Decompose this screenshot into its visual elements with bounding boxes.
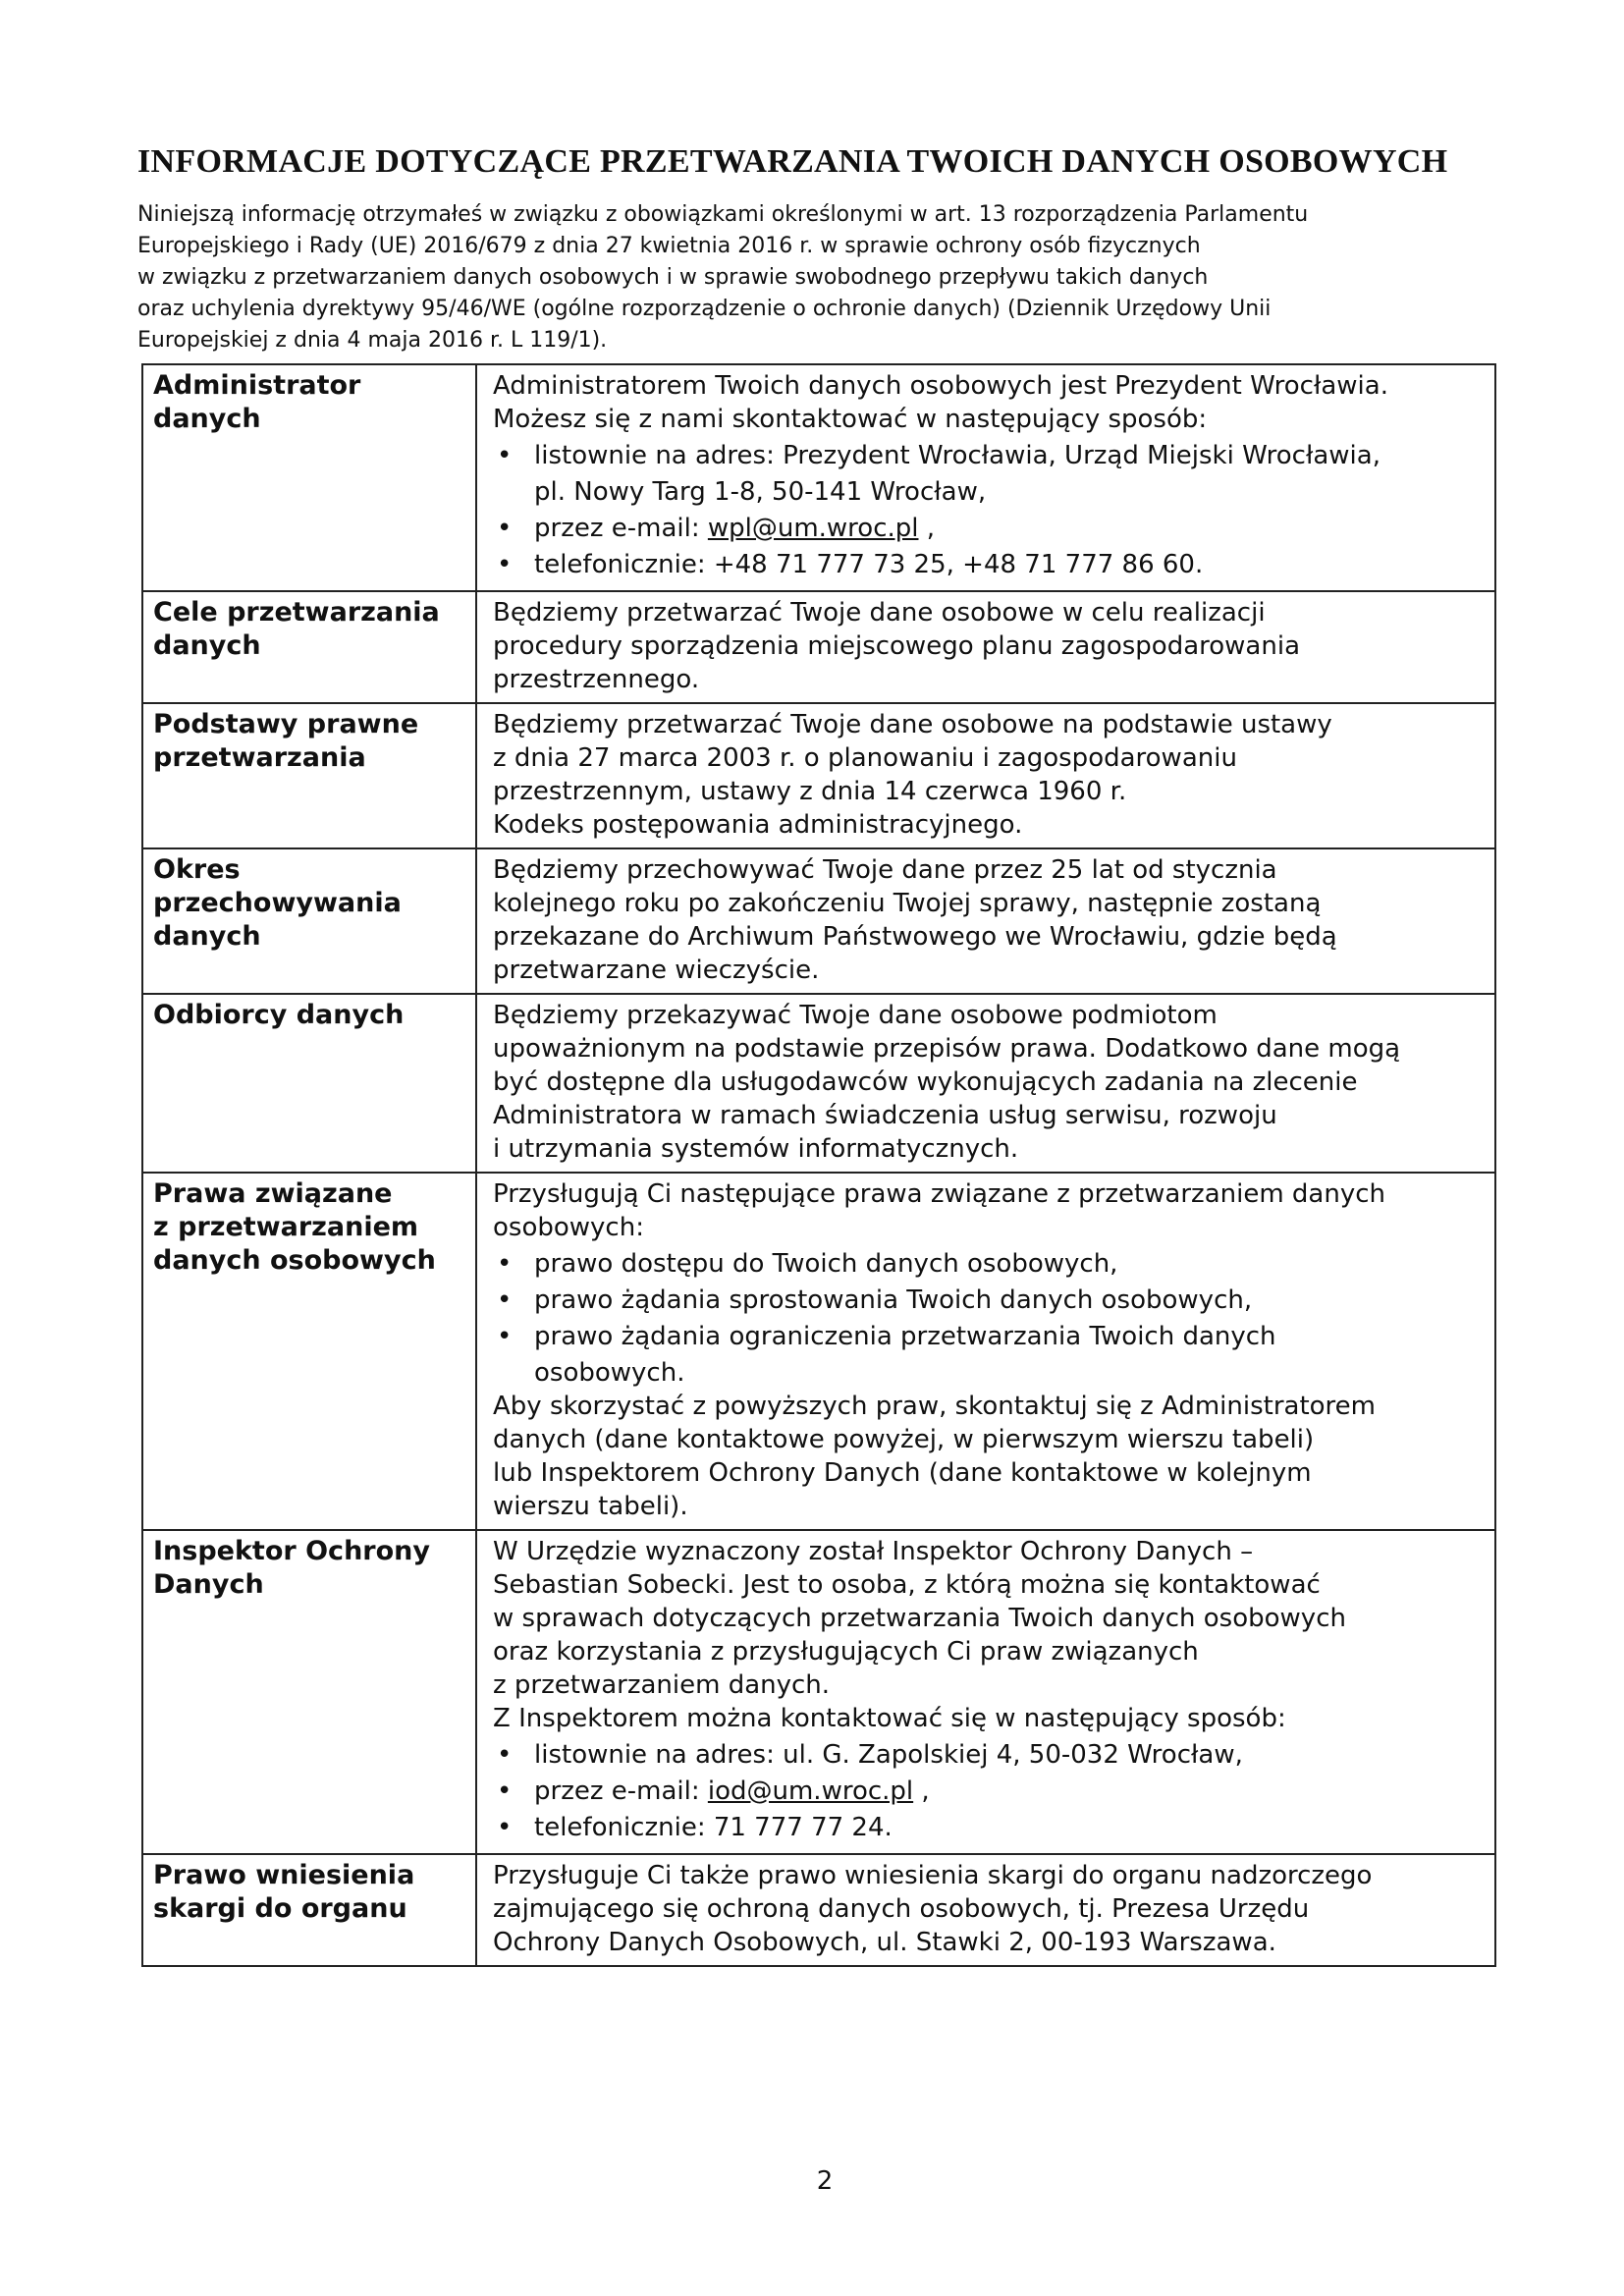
- email-prefix: przez e-mail:: [534, 514, 708, 543]
- data-processing-table: [141, 363, 1496, 1967]
- content-line: osobowych:: [493, 1213, 644, 1242]
- label-line: Inspektor Ochrony: [153, 1536, 430, 1566]
- row-content: [476, 364, 1495, 591]
- content-line: Administratorem Twoich danych osobowych jest Prezydent Wrocławia.: [493, 371, 1388, 401]
- content-line: upoważnionym na podstawie przepisów prawa. Dodatkowo dane mogą: [493, 1034, 1401, 1064]
- email-prefix: przez e-mail:: [534, 1777, 708, 1806]
- label-line: danych osobowych: [153, 1245, 436, 1276]
- label-line: Prawa związane: [153, 1178, 393, 1209]
- intro-line: oraz uchylenia dyrektywy 95/46/WE (ogólne rozporządzenie o ochronie danych) (Dziennik Urzędowy Unii: [137, 297, 1272, 321]
- table-row-skarga: [142, 1854, 1495, 1966]
- label-line: Cele przetwarzania: [153, 597, 440, 628]
- content-line: Będziemy przechowywać Twoje dane przez 25 lat od stycznia: [493, 855, 1277, 885]
- label-line: Odbiorcy danych: [153, 1000, 405, 1030]
- list-item: • listownie na adres: Prezydent Wrocławia, Urząd Miejski Wrocławia,: [493, 439, 1485, 472]
- content-line: Administratora w ramach świadczenia usług serwisu, rozwoju: [493, 1101, 1277, 1130]
- row-label: [142, 1173, 476, 1530]
- table-row-cele: [142, 591, 1495, 703]
- row-content: [476, 994, 1495, 1173]
- list-item-continuation: osobowych.: [534, 1358, 685, 1388]
- table-row-okres: [142, 848, 1495, 994]
- list-item: • prawo dostępu do Twoich danych osobowych,: [493, 1247, 1485, 1281]
- content-line: przestrzennym, ustawy z dnia 14 czerwca 1960 r.: [493, 777, 1127, 806]
- content-line: zajmującego się ochroną danych osobowych, tj. Prezesa Urzędu: [493, 1894, 1310, 1924]
- content-line: wierszu tabeli).: [493, 1492, 688, 1521]
- row-label: [142, 1530, 476, 1854]
- email-suffix: ,: [918, 514, 936, 543]
- content-line: i utrzymania systemów informatycznych.: [493, 1134, 1019, 1164]
- content-line: przestrzennego.: [493, 665, 700, 694]
- label-line: Administrator: [153, 370, 361, 401]
- intro-line: w związku z przetwarzaniem danych osobowych i w sprawie swobodnego przepływu takich danych: [137, 265, 1209, 290]
- content-line: Będziemy przekazywać Twoje dane osobowe podmiotom: [493, 1001, 1218, 1030]
- content-line: być dostępne dla usługodawców wykonujących zadania na zlecenie: [493, 1067, 1358, 1097]
- list-item: [493, 1775, 1485, 1808]
- label-line: danych: [153, 921, 261, 952]
- content-line: procedury sporządzenia miejscowego planu zagospodarowania: [493, 631, 1300, 661]
- row-content: [476, 591, 1495, 703]
- email-link[interactable]: wpl@um.wroc.pl: [707, 514, 919, 543]
- content-line: danych (dane kontaktowe powyżej, w pierwszym wierszu tabeli): [493, 1425, 1315, 1454]
- content-line: Sebastian Sobecki. Jest to osoba, z którą można się kontaktować: [493, 1570, 1321, 1600]
- content-line: kolejnego roku po zakończeniu Twojej sprawy, następnie zostaną: [493, 889, 1322, 918]
- email-suffix: ,: [913, 1777, 930, 1806]
- row-content: [476, 1530, 1495, 1854]
- content-line: Aby skorzystać z powyższych praw, skontaktuj się z Administratorem: [493, 1392, 1376, 1421]
- list-item: • prawo żądania sprostowania Twoich danych osobowych,: [493, 1284, 1485, 1317]
- table-row-odbiorcy: [142, 994, 1495, 1173]
- content-line: Będziemy przetwarzać Twoje dane osobowe w celu realizacji: [493, 598, 1266, 628]
- intro-line: Europejskiego i Rady (UE) 2016/679 z dnia 27 kwietnia 2016 r. w sprawie ochrony osób fizycznych: [137, 234, 1201, 258]
- label-line: Danych: [153, 1569, 264, 1600]
- label-line: Prawo wniesienia: [153, 1860, 415, 1890]
- row-label: [142, 1854, 476, 1966]
- label-line: danych: [153, 404, 261, 434]
- table-row-prawa: [142, 1173, 1495, 1530]
- page-number: 2: [816, 2166, 834, 2196]
- row-label: [142, 848, 476, 994]
- label-line: danych: [153, 630, 261, 661]
- intro-paragraph: [137, 199, 1492, 356]
- intro-line: Niniejszą informację otrzymałeś w związku z obowiązkami określonymi w art. 13 rozporządzenia Parlamentu: [137, 202, 1309, 227]
- list-item: • telefonicznie: 71 777 77 24.: [493, 1811, 1485, 1844]
- table-row-podstawy: [142, 703, 1495, 848]
- content-line: Z Inspektorem można kontaktować się w następujący sposób:: [493, 1704, 1286, 1733]
- row-label: [142, 364, 476, 591]
- content-line: Przysługują Ci następujące prawa związane z przetwarzaniem danych: [493, 1179, 1385, 1209]
- row-content: [476, 703, 1495, 848]
- label-line: skargi do organu: [153, 1893, 407, 1924]
- list-item: • telefonicznie: +48 71 777 73 25, +48 71 777 86 60.: [493, 548, 1485, 581]
- list-item-continuation: pl. Nowy Targ 1-8, 50-141 Wrocław,: [534, 477, 987, 507]
- label-line: z przetwarzaniem: [153, 1212, 419, 1242]
- content-line: Kodeks postępowania administracyjnego.: [493, 810, 1023, 840]
- row-label: [142, 994, 476, 1173]
- content-line: przekazane do Archiwum Państwowego we Wrocławiu, gdzie będą: [493, 922, 1337, 952]
- list-item: • listownie na adres: ul. G. Zapolskiej 4, 50-032 Wrocław,: [493, 1738, 1485, 1772]
- content-line: z dnia 27 marca 2003 r. o planowaniu i zagospodarowaniu: [493, 743, 1237, 773]
- row-content: [476, 1854, 1495, 1966]
- email-link[interactable]: iod@um.wroc.pl: [707, 1777, 914, 1806]
- row-label: [142, 703, 476, 848]
- intro-line: Europejskiej z dnia 4 maja 2016 r. L 119/1).: [137, 328, 608, 353]
- table-row-administrator: [142, 364, 1495, 591]
- content-line: z przetwarzaniem danych.: [493, 1670, 831, 1700]
- label-line: przechowywania: [153, 888, 402, 918]
- page-title: INFORMACJE DOTYCZĄCE PRZETWARZANIA TWOICH DANYCH OSOBOWYCH: [137, 143, 1448, 180]
- content-line: Możesz się z nami skontaktować w następujący sposób:: [493, 405, 1208, 434]
- content-line: Będziemy przetwarzać Twoje dane osobowe na podstawie ustawy: [493, 710, 1332, 739]
- label-line: Podstawy prawne: [153, 709, 419, 739]
- content-line: lub Inspektorem Ochrony Danych (dane kontaktowe w kolejnym: [493, 1458, 1312, 1488]
- content-line: W Urzędzie wyznaczony został Inspektor Ochrony Danych –: [493, 1537, 1254, 1566]
- content-line: w sprawach dotyczących przetwarzania Twoich danych osobowych: [493, 1604, 1346, 1633]
- content-line: przetwarzane wieczyście.: [493, 956, 820, 985]
- row-label: [142, 591, 476, 703]
- list-item: • prawo żądania ograniczenia przetwarzania Twoich danych: [493, 1320, 1485, 1353]
- content-line: oraz korzystania z przysługujących Ci praw związanych: [493, 1637, 1199, 1667]
- label-line: przetwarzania: [153, 742, 366, 773]
- row-content: [476, 1173, 1495, 1530]
- content-line: Przysługuje Ci także prawo wniesienia skargi do organu nadzorczego: [493, 1861, 1373, 1890]
- row-content: [476, 848, 1495, 994]
- list-item: [493, 512, 1485, 545]
- table-row-inspektor: [142, 1530, 1495, 1854]
- label-line: Okres: [153, 854, 241, 885]
- content-line: Ochrony Danych Osobowych, ul. Stawki 2, 00-193 Warszawa.: [493, 1928, 1276, 1957]
